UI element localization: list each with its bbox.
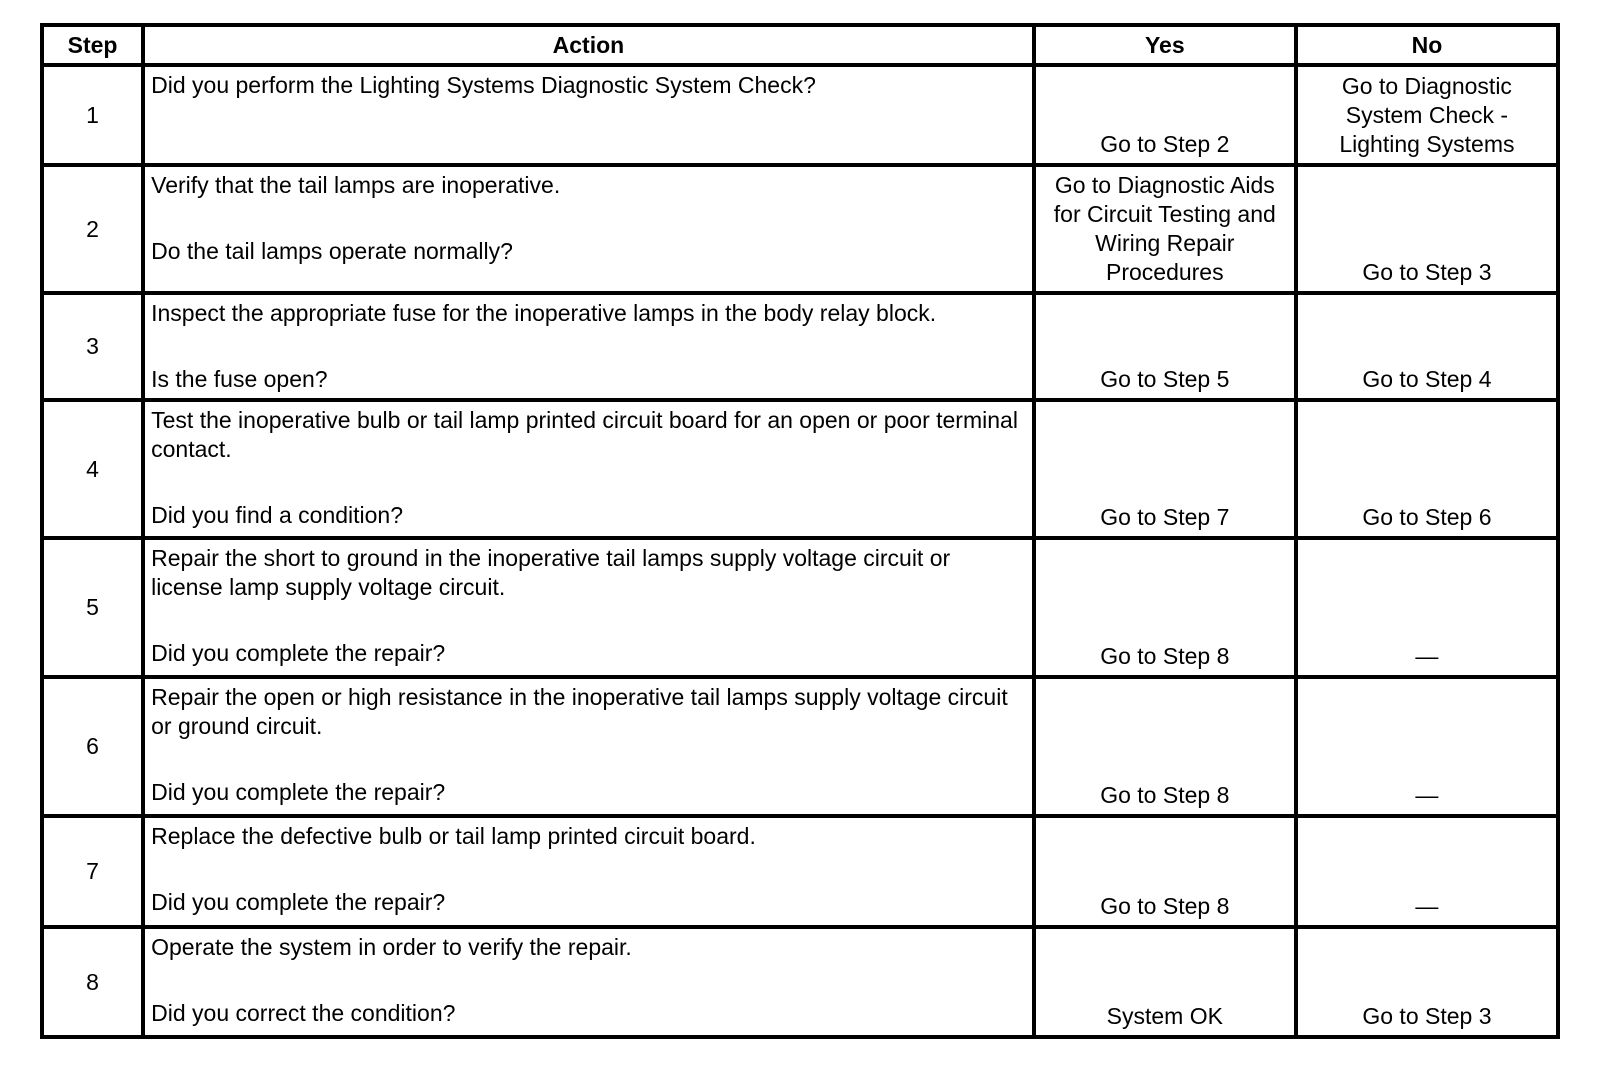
action-cell [143,816,1034,927]
action-question: Did you find a condition? [151,502,404,528]
action-question: Did you correct the condition? [151,1000,456,1026]
action-question: Did you complete the repair? [151,889,446,915]
step-number: 8 [42,927,143,1037]
no-cell [1296,165,1558,293]
no-outcome: — [1415,782,1439,808]
step-number: 1 [42,65,143,165]
yes-outcome: Go to Diagnostic Aids for Circuit Testing and Wiring Repair Procedures [1053,172,1276,285]
table-row [42,677,1558,816]
header-no: No [1296,25,1558,65]
yes-outcome: Go to Step 5 [1100,366,1230,392]
table-row [42,927,1558,1037]
action-instruction: Operate the system in order to verify the repair. [151,934,632,960]
no-cell [1296,65,1558,165]
step-number: 4 [42,400,143,538]
yes-outcome: Go to Step 8 [1100,782,1230,808]
table-row [42,65,1558,165]
table-header-row [42,25,1558,65]
yes-outcome: Go to Step 2 [1100,131,1230,157]
table-row [42,165,1558,293]
no-outcome: — [1415,893,1439,919]
table-row [42,538,1558,677]
step-number: 3 [42,293,143,400]
action-instruction: Replace the defective bulb or tail lamp printed circuit board. [151,823,756,849]
action-question: Did you complete the repair? [151,779,446,805]
action-question: Do the tail lamps operate normally? [151,238,513,264]
yes-cell [1034,65,1296,165]
yes-cell [1034,293,1296,400]
action-cell [143,65,1034,165]
no-outcome: Go to Step 6 [1362,504,1492,530]
step-number: 7 [42,816,143,927]
action-instruction: Inspect the appropriate fuse for the inoperative lamps in the body relay block. [151,300,937,326]
action-instruction: Repair the open or high resistance in the inoperative tail lamps supply voltage circuit or ground circuit. [151,684,1008,739]
action-instruction: Verify that the tail lamps are inoperative. [151,172,561,198]
action-cell [143,927,1034,1037]
action-question: Is the fuse open? [151,366,328,392]
action-question: Did you perform the Lighting Systems Diagnostic System Check? [151,72,816,98]
no-cell [1296,677,1558,816]
no-cell [1296,927,1558,1037]
header-action: Action [143,25,1034,65]
no-outcome: Go to Step 4 [1362,366,1492,392]
yes-outcome: System OK [1106,1003,1223,1029]
step-number: 2 [42,165,143,293]
table-row [42,816,1558,927]
header-yes: Yes [1034,25,1296,65]
step-number: 5 [42,538,143,677]
yes-cell [1034,927,1296,1037]
yes-outcome: Go to Step 7 [1100,504,1230,530]
no-outcome: Go to Step 3 [1362,1003,1492,1029]
action-question: Did you complete the repair? [151,640,446,666]
action-cell [143,677,1034,816]
diagnostic-table [40,23,1560,1039]
no-outcome: Go to Diagnostic System Check - Lighting Systems [1339,73,1515,157]
no-cell [1296,293,1558,400]
yes-cell [1034,677,1296,816]
yes-cell [1034,816,1296,927]
no-cell [1296,538,1558,677]
yes-cell [1034,538,1296,677]
action-cell [143,293,1034,400]
no-outcome: Go to Step 3 [1362,259,1492,285]
yes-cell [1034,165,1296,293]
no-cell [1296,400,1558,538]
action-instruction: Repair the short to ground in the inoperative tail lamps supply voltage circuit or license lamp supply voltage circuit. [151,545,951,600]
action-cell [143,400,1034,538]
no-cell [1296,816,1558,927]
action-instruction: Test the inoperative bulb or tail lamp printed circuit board for an open or poor terminal contact. [151,407,1018,462]
yes-outcome: Go to Step 8 [1100,643,1230,669]
no-outcome: — [1415,643,1439,669]
table-row [42,293,1558,400]
yes-outcome: Go to Step 8 [1100,893,1230,919]
table-row [42,400,1558,538]
step-number: 6 [42,677,143,816]
action-cell [143,165,1034,293]
action-cell [143,538,1034,677]
header-step: Step [42,25,143,65]
yes-cell [1034,400,1296,538]
